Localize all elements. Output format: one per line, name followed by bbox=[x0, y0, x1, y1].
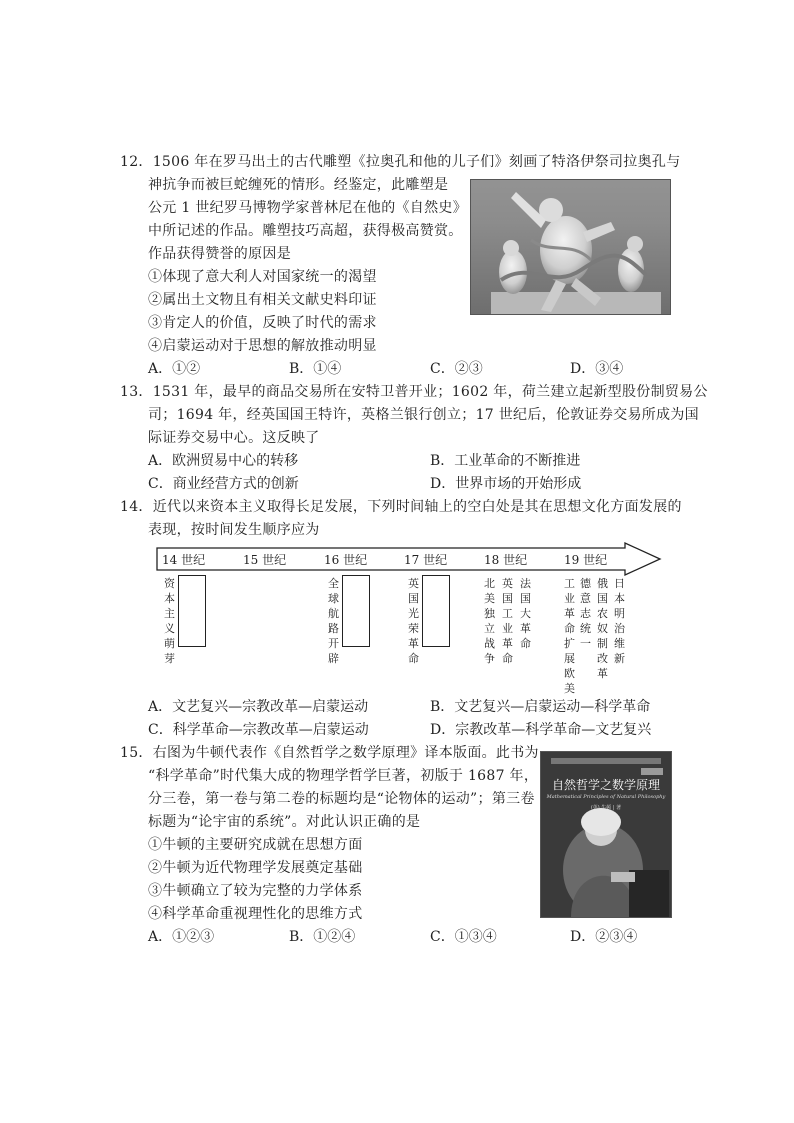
event-russian-serf-reform: 俄国农奴制改革 bbox=[597, 577, 608, 680]
event-industrial-spread: 工业革命扩展欧美 bbox=[564, 577, 575, 695]
event-meiji-restoration: 日本明治维新 bbox=[614, 577, 625, 665]
newton-book-cover-image bbox=[540, 751, 672, 918]
q14-option-c: C．科学革命—宗教改革—启蒙运动 bbox=[148, 722, 369, 738]
timeline-blank-1 bbox=[178, 575, 206, 647]
q14-option-d: D．宗教改革—科学革命—文艺复兴 bbox=[430, 722, 652, 738]
q15-option-d: D．②③④ bbox=[570, 929, 638, 945]
q12-item3: ③肯定人的价值，反映了时代的需求 bbox=[148, 315, 377, 331]
q13-option-d: D．世界市场的开始形成 bbox=[430, 476, 582, 492]
timeline-blank-3 bbox=[422, 575, 450, 647]
q15-item2: ②牛顿为近代物理学发展奠定基础 bbox=[148, 860, 363, 876]
q13-line1: 13．1531 年，最早的商品交易所在安特卫普开业；1602 年，荷兰建立起新型股份制贸易公 bbox=[120, 384, 708, 400]
book-title: 自然哲学之数学原理 bbox=[551, 778, 660, 792]
book-author: (英) 牛顿 | 著 bbox=[590, 805, 622, 811]
q12-option-d: D．③④ bbox=[570, 361, 624, 377]
q12-item4: ④启蒙运动对于思想的解放推动明显 bbox=[148, 338, 377, 354]
q12-line3: 公元 1 世纪罗马博物学家普林尼在他的《自然史》 bbox=[148, 200, 468, 216]
q15-item1: ①牛顿的主要研究成就在思想方面 bbox=[148, 837, 363, 853]
q12-option-a: A．①② bbox=[148, 361, 201, 377]
q12-item1: ①体现了意大利人对国家统一的渴望 bbox=[148, 269, 377, 285]
event-glorious-revolution: 英国光荣革命 bbox=[408, 577, 419, 665]
sculpture-photo-icon bbox=[471, 180, 670, 314]
q13-line2: 司；1694 年，经英国国王特许，英格兰银行创立；17 世纪后，伦敦证券交易所成为国 bbox=[148, 407, 699, 423]
century-19-label: 19 世纪 bbox=[564, 553, 608, 567]
q15-line4: 标题为“论宇宙的系统”。对此认识正确的是 bbox=[148, 814, 421, 830]
century-14-label: 14 世纪 bbox=[162, 553, 206, 567]
book-subtitle: Mathematical Principles of Natural Philosophy bbox=[546, 794, 666, 800]
q12-line5: 作品获得赞誉的原因是 bbox=[148, 246, 291, 262]
q14-line1: 14．近代以来资本主义取得长足发展，下列时间轴上的空白处是其在思想文化方面发展的 bbox=[120, 499, 682, 515]
q14-option-a: A．文艺复兴—宗教改革—启蒙运动 bbox=[148, 699, 369, 715]
q15-line1: 15．右图为牛顿代表作《自然哲学之数学原理》译本版面。此书为 bbox=[120, 745, 539, 761]
century-17-label: 17 世纪 bbox=[404, 553, 448, 567]
q15-line2: “科学革命”时代集大成的物理学哲学巨著，初版于 1687 年， bbox=[148, 768, 539, 784]
q12-line4: 中所记述的作品。雕塑技巧高超，获得极高赞赏。 bbox=[148, 223, 463, 239]
event-french-revolution: 法国大革命 bbox=[520, 577, 531, 650]
q14-line2: 表现，按时间发生顺序应为 bbox=[148, 522, 320, 538]
event-german-unification: 德意志统一 bbox=[580, 577, 591, 650]
q12-option-c: C．②③ bbox=[430, 361, 483, 377]
q12-line1: 12．1506 年在罗马出土的古代雕塑《拉奥孔和他的儿子们》刻画了特洛伊祭司拉奥孔与 bbox=[120, 154, 681, 170]
q15-option-a: A．①②③ bbox=[148, 929, 215, 945]
timeline-blank-2 bbox=[342, 575, 370, 647]
q13-option-c: C．商业经营方式的创新 bbox=[148, 476, 299, 492]
q15-option-b: B．①②④ bbox=[289, 929, 356, 945]
q13-option-b: B．工业革命的不断推进 bbox=[430, 453, 581, 469]
q12-option-b: B．①④ bbox=[289, 361, 342, 377]
century-16-label: 16 世纪 bbox=[324, 553, 368, 567]
q13-option-a: A．欧洲贸易中心的转移 bbox=[148, 453, 299, 469]
q12-item2: ②属出土文物且有相关文献史料印证 bbox=[148, 292, 377, 308]
century-15-label: 15 世纪 bbox=[243, 553, 287, 567]
q12-line2: 神抗争而被巨蛇缠死的情形。经鉴定，此雕塑是 bbox=[148, 177, 449, 193]
q13-line3: 际证券交易中心。这反映了 bbox=[148, 430, 320, 446]
q15-option-c: C．①③④ bbox=[430, 929, 497, 945]
q15-item4: ④科学革命重视理性化的思维方式 bbox=[148, 906, 363, 922]
laocoon-sculpture-image bbox=[470, 179, 671, 315]
q15-line3: 分三卷，第一卷与第二卷的标题均是“论物体的运动”；第三卷 bbox=[148, 791, 535, 807]
event-industrial-revolution: 英国工业革命 bbox=[502, 577, 513, 665]
event-new-sea-routes: 全球航路开辟 bbox=[328, 577, 339, 665]
century-18-label: 18 世纪 bbox=[484, 553, 528, 567]
q15-item3: ③牛顿确立了较为完整的力学体系 bbox=[148, 883, 363, 899]
q14-option-b: B．文艺复兴—启蒙运动—科学革命 bbox=[430, 699, 651, 715]
event-capitalism-sprouts: 资本主义萌芽 bbox=[164, 577, 175, 665]
event-american-independence: 北美独立战争 bbox=[484, 577, 495, 665]
